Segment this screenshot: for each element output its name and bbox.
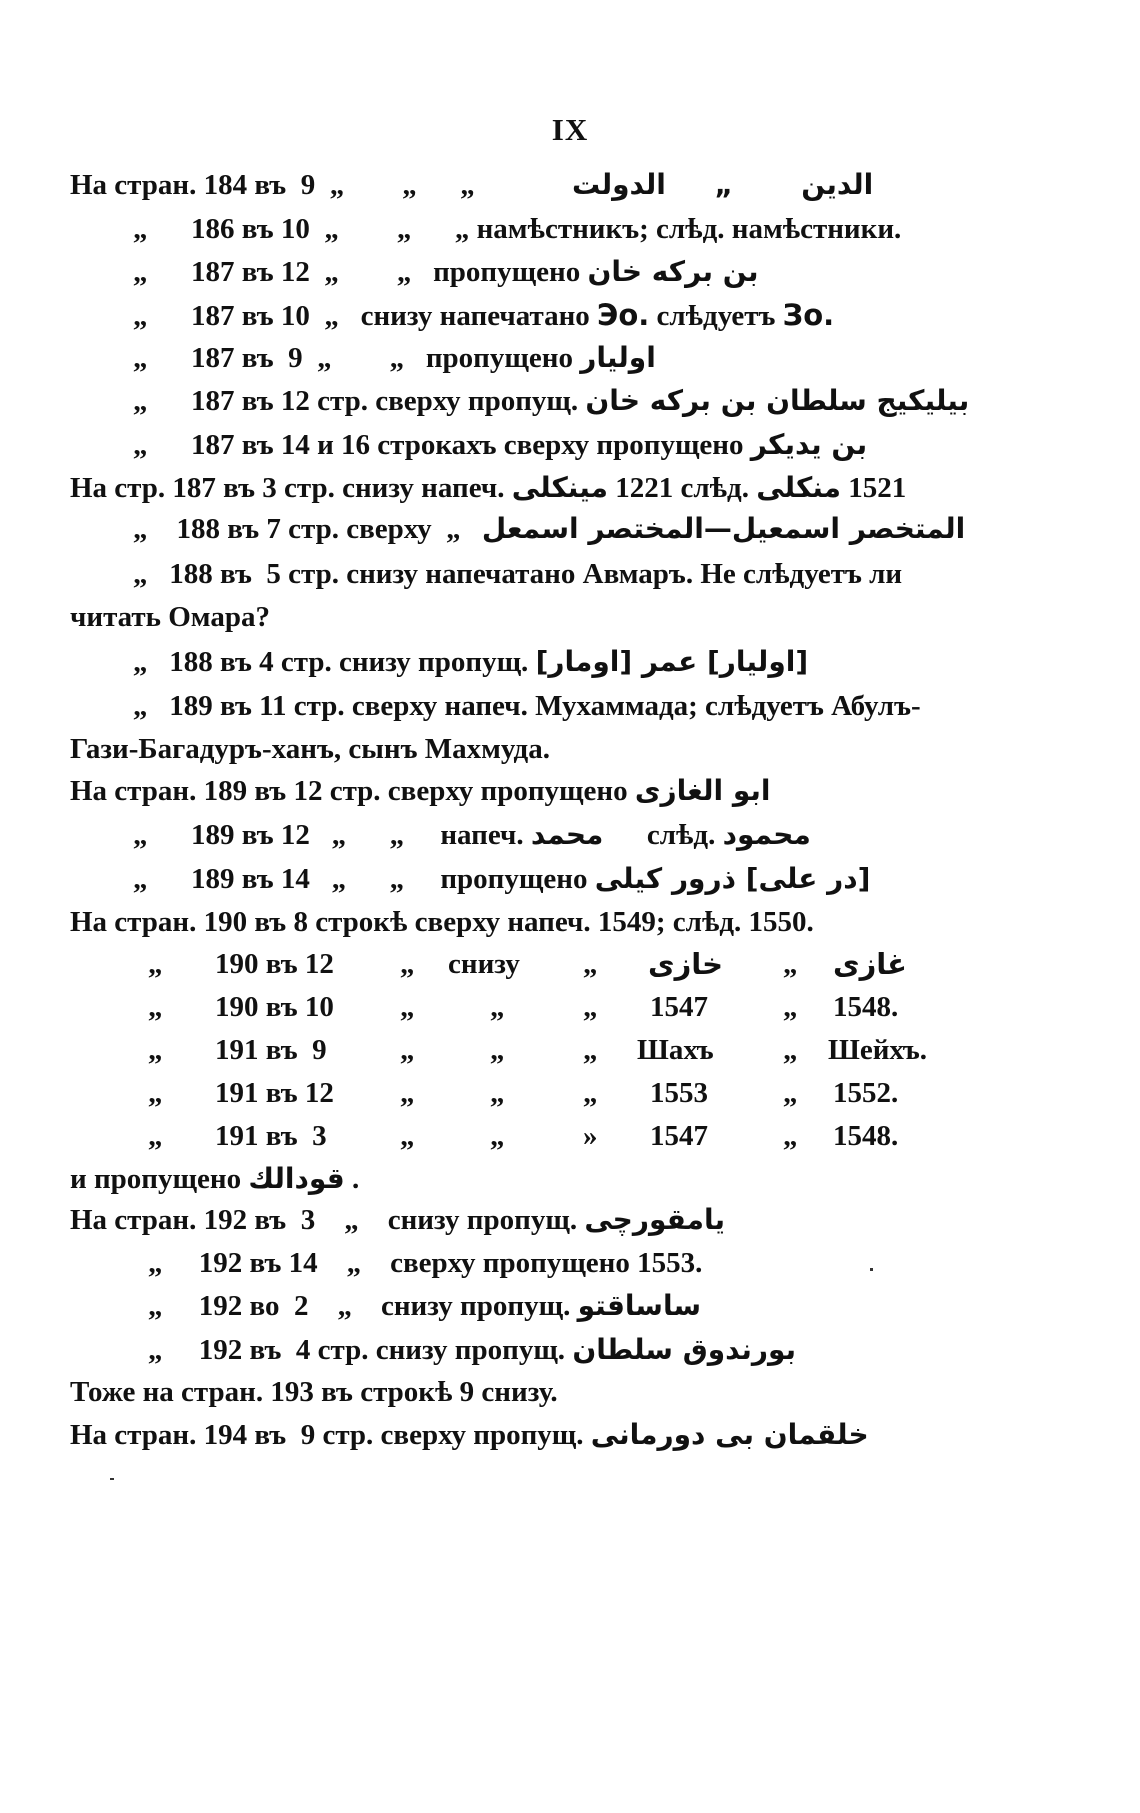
ditto-mark: „ [490, 1077, 505, 1109]
ditto-mark: „ [583, 948, 598, 980]
page-ref: 191 въ 3 [215, 1120, 327, 1152]
errata-line-text: На стран. 189 въ 12 стр. сверху пропущено [70, 775, 628, 807]
wrong-reading: 1547 [650, 991, 708, 1023]
position-word: снизу [448, 948, 520, 980]
errata-line-10 [133, 557, 902, 591]
errata-line-text: На стр. 187 въ 3 стр. снизу напеч. [70, 472, 505, 504]
errata-line-text: „ 192 въ 4 стр. снизу пропущ. [148, 1334, 566, 1366]
ditto-mark: „ [400, 1120, 415, 1152]
errata-line-text: слѣдуетъ [649, 300, 783, 332]
print-speck [870, 1268, 873, 1271]
errata-line-text: Тоже на стран. 193 въ строкѣ 9 снизу. [70, 1376, 558, 1408]
wrong-reading: 1553 [650, 1077, 708, 1109]
correct-reading: Шейхъ. [828, 1034, 927, 1066]
arabic-text: [اوليار] عمر [اومار] [535, 645, 809, 678]
ditto-mark: „ [783, 1077, 798, 1109]
errata-line-text: слѣд. [603, 819, 716, 851]
errata-line-text: „ 187 въ 14 и 16 строкахъ сверху пропущено [133, 429, 744, 461]
arabic-text: المتخصر اسمعيل—المختصر اسمعل [481, 512, 966, 545]
errata-line-27 [148, 1289, 701, 1323]
errata-line-text: На стран. 194 въ 9 стр. сверху пропущ. [70, 1419, 584, 1451]
correction-wrong: Эо. [597, 298, 650, 332]
errata-line-text: „ 192 въ 14 „ сверху пропущено 1553. [148, 1247, 703, 1279]
correction-right: Зо. [782, 298, 835, 332]
errata-line-text: 1221 слѣд. [607, 472, 757, 504]
errata-line-7 [133, 428, 867, 462]
correct-reading: 1552. [833, 1077, 899, 1109]
page-ref: 190 въ 12 [215, 948, 334, 980]
errata-line-17 [133, 862, 870, 896]
errata-line-16 [133, 818, 811, 852]
arabic-text: خلقمان بى دورمانى [590, 1418, 869, 1451]
arabic-text: ساساقتو [577, 1289, 701, 1322]
errata-line-24 [70, 1162, 359, 1196]
errata-line-25 [70, 1203, 725, 1237]
ditto-mark: „ [400, 948, 415, 980]
ditto-mark: » [583, 1120, 598, 1152]
errata-line-26 [148, 1246, 702, 1280]
arabic-text: بن بركه خان [587, 255, 759, 288]
page-number: IX [551, 112, 589, 147]
wrong-reading: خازى [648, 947, 724, 981]
arabic-text: ابو الغازى [634, 774, 771, 807]
errata-line-text: . [344, 1163, 360, 1195]
errata-line-text: „ 187 въ 12 стр. сверху пропущ. [133, 385, 579, 417]
errata-line-text: На стран. 192 въ 3 „ снизу пропущ. [70, 1204, 578, 1236]
ditto-mark: „ [783, 1034, 798, 1066]
arabic-text: مينكلى [511, 471, 608, 504]
errata-line-text: „ 188 въ 4 стр. снизу пропущ. [133, 646, 529, 678]
arabic-text: اوليار [580, 341, 656, 374]
errata-line-29 [70, 1375, 558, 1409]
arabic-text: قودالك [248, 1162, 345, 1195]
errata-line-8 [70, 471, 906, 505]
errata-line-text: „ 187 въ 10 „ снизу напечатано [133, 300, 590, 332]
ditto-mark: „ [583, 991, 598, 1023]
errata-line-text: „ 192 во 2 „ снизу пропущ. [148, 1290, 571, 1322]
arabic-text: [در على] ذرور كيلى [594, 862, 871, 895]
errata-line-4 [133, 298, 834, 333]
errata-line-13 [133, 689, 921, 723]
page-ref: 190 въ 10 [215, 991, 334, 1023]
ditto-mark: „ [783, 991, 798, 1023]
ditto-mark: „ [783, 948, 798, 980]
errata-line-3 [133, 255, 758, 289]
ditto-mark: „ [583, 1077, 598, 1109]
arabic-text: محمود [722, 818, 811, 851]
errata-line-text: „ 189 въ 12 „ „ напеч. [133, 819, 524, 851]
errata-line-text: и пропущено [70, 1163, 242, 1195]
ditto-mark: „ [148, 1034, 163, 1066]
errata-line-text: На стран. 190 въ 8 строкѣ сверху напеч. 1549; слѣд. 1550. [70, 906, 814, 938]
ditto-mark: „ [400, 1077, 415, 1109]
correct-reading: غازى [833, 947, 907, 981]
arabic-text: يامقورچى [584, 1203, 726, 1236]
arabic-text: بيليكيج سلطان بن بركه خان [585, 384, 970, 417]
arabic-text: الدين „ الدولت [571, 168, 874, 201]
print-speck [110, 1478, 114, 1480]
ditto-mark: „ [148, 1077, 163, 1109]
arabic-text: بن يديكر [750, 428, 868, 461]
ditto-mark: „ [148, 991, 163, 1023]
errata-line-15 [70, 774, 770, 808]
errata-line-12 [133, 645, 808, 679]
errata-line-text: „ 186 въ 10 „ „ „ намѣстникъ; слѣд. намѣстники. [133, 213, 902, 245]
errata-line-text: „ 189 въ 11 стр. сверху напеч. Мухаммада; слѣдуетъ Абулъ- [133, 690, 921, 722]
errata-line-1 [70, 168, 873, 202]
errata-line-5 [133, 341, 656, 375]
wrong-reading: Шахъ [637, 1034, 714, 1066]
errata-line-text: „ 189 въ 14 „ „ пропущено [133, 863, 588, 895]
errata-line-text: На стран. 184 въ 9 „ „ „ [70, 169, 475, 201]
errata-line-14 [70, 732, 550, 766]
ditto-mark: „ [400, 991, 415, 1023]
arabic-text: منكلى [756, 471, 842, 504]
ditto-mark: „ [148, 1120, 163, 1152]
errata-line-text: читать Омара? [70, 601, 270, 633]
ditto-mark: „ [783, 1120, 798, 1152]
correct-reading: 1548. [833, 991, 899, 1023]
arabic-text: بورندوق سلطان [572, 1333, 797, 1366]
errata-line-30 [70, 1418, 869, 1452]
errata-line-2 [133, 212, 901, 246]
wrong-reading: 1547 [650, 1120, 708, 1152]
errata-line-text: „ 187 въ 12 „ „ пропущено [133, 256, 581, 288]
ditto-mark: „ [490, 1120, 505, 1152]
errata-line-9 [133, 512, 965, 546]
errata-line-6 [133, 384, 969, 418]
errata-line-text: „ 188 въ 7 стр. сверху „ [133, 513, 461, 545]
errata-line-11 [70, 600, 270, 634]
errata-line-text: „ 187 въ 9 „ „ пропущено [133, 342, 573, 374]
ditto-mark: „ [583, 1034, 598, 1066]
arabic-text: محمد [530, 818, 604, 851]
errata-line-text: Гази-Багадуръ-ханъ, сынъ Махмуда. [70, 733, 550, 765]
errata-line-18 [70, 905, 814, 939]
errata-line-text: 1521 [841, 472, 907, 504]
errata-line-28 [148, 1333, 796, 1367]
errata-line-text: „ 188 въ 5 стр. снизу напечатано Авмаръ. Не слѣдуетъ ли [133, 558, 903, 590]
ditto-mark: „ [490, 991, 505, 1023]
page-ref: 191 въ 12 [215, 1077, 334, 1109]
ditto-mark: „ [400, 1034, 415, 1066]
page-ref: 191 въ 9 [215, 1034, 327, 1066]
ditto-mark: „ [490, 1034, 505, 1066]
ditto-mark: „ [148, 948, 163, 980]
correct-reading: 1548. [833, 1120, 899, 1152]
